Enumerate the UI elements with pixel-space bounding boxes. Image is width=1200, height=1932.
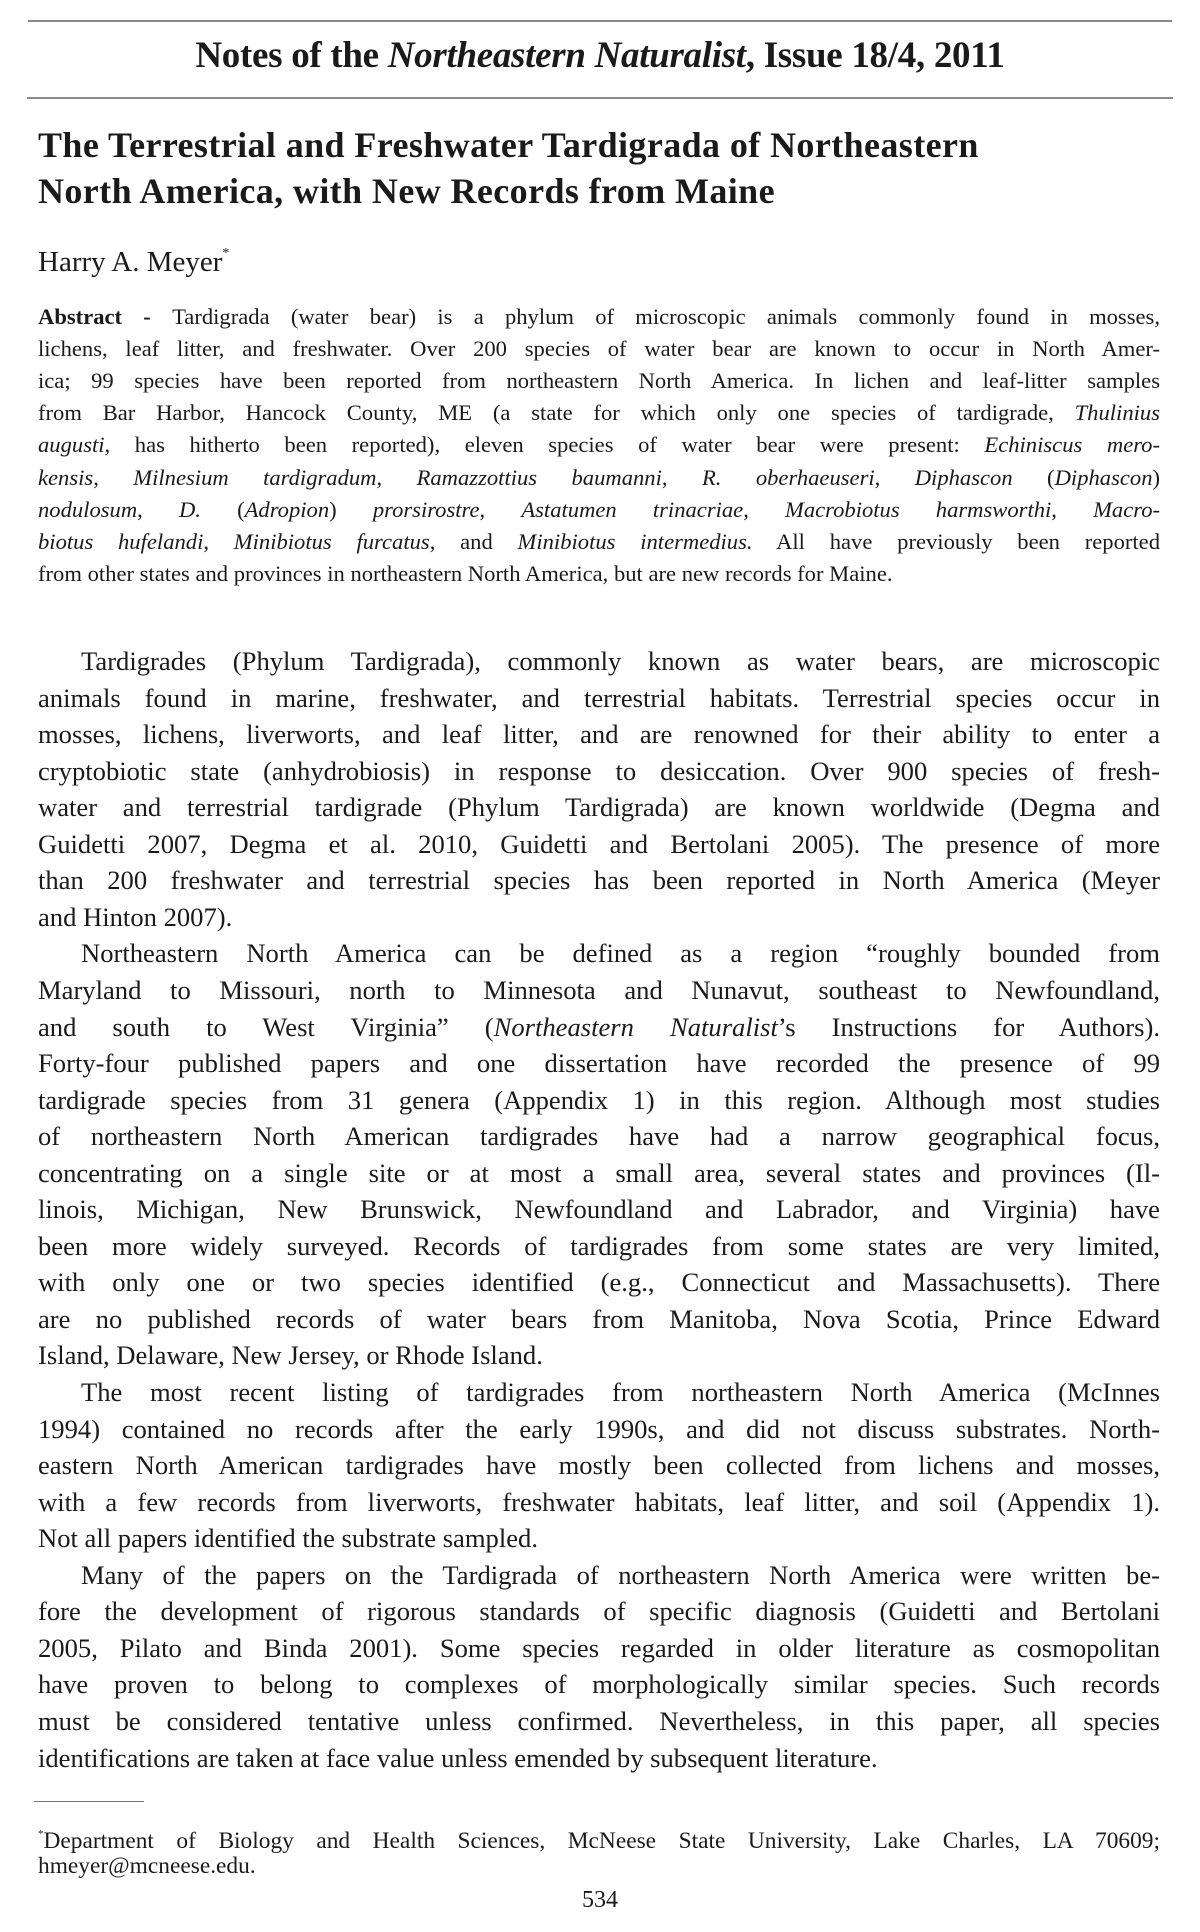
journal-issue: , Issue 18/4, 2011 [745,35,1005,76]
text-run: , [874,464,915,490]
body-line [38,680,1160,716]
text-run: Tardigrada (water bear) is a phylum of microscopic animals commonly found in mosses, [172,304,1160,329]
text-run: eastern North American tardigrades have mostly been collected from lichens and mosses, [38,1450,1160,1481]
taxon-name: prorsirostre [372,496,480,522]
abstract-line [38,430,1160,460]
text-run: , [93,464,134,490]
taxon-name: Macrobiotus harmsworthi [785,496,1052,522]
body-line [38,1264,1160,1300]
text-run: , has hitherto been reported), eleven species of water bear were present: [104,432,985,458]
body-line [38,1118,1160,1154]
body-line [38,1703,1160,1739]
text-run: with only one or two species identified (e.g., Connecticut and Massachusetts). There [38,1267,1160,1298]
body-line [81,935,1160,971]
abstract-line [38,302,1160,332]
taxon-name: Adropion [244,496,330,522]
text-run: of northeastern North American tardigrades have had a narrow geographical focus, [38,1121,1160,1152]
text-run: ’s Instructions for Authors). [777,1011,1160,1042]
footnote-affiliation: Department of Biology and Health Sciences, McNeese State University, Lake Charles, LA 70609; [43,1828,1160,1854]
text-run: have proven to belong to complexes of morphologically similar species. Such records [38,1669,1160,1700]
body-line [38,1082,1160,1118]
text-run: animals found in marine, freshwater, and terrestrial habitats. Terrestrial species occur in [38,682,1160,713]
text-run: from other states and provinces in northeastern North America, but are new records for Maine. [38,560,893,586]
text-run: Forty-four published papers and one dissertation have recorded the presence of 99 [38,1048,1160,1079]
body-line [38,716,1160,752]
body-line [81,1374,1160,1410]
footnote-affiliation-line [38,1818,1160,1854]
text-run: , [661,464,702,490]
text-run: fore the development of rigorous standards of specific diagnosis (Guidetti and Bertolani [38,1596,1160,1627]
body-line [38,1666,1160,1702]
text-run: ) [1152,464,1161,490]
journal-header-prefix: Notes of the [195,35,388,76]
text-run: identifications are taken at face value unless emended by subsequent literature. [38,1742,878,1773]
text-run: Maryland to Missouri, north to Minnesota and Nunavut, southeast to Newfoundland, [38,974,1160,1005]
abstract-line [38,334,1160,364]
taxon-name: Diphascon [914,464,1013,490]
body-line [38,899,1160,935]
text-run: The most recent listing of tardigrades from northeastern North America (McInnes [81,1377,1160,1407]
text-run: Guidetti 2007, Degma et al. 2010, Guidetti and Bertolani 2005). The presence of more [38,828,1160,859]
journal-name: Northeastern Naturalist [387,35,746,76]
taxon-name: Diphascon [1054,464,1153,490]
body-line [81,643,1160,679]
header-rule-top [28,20,1172,22]
body-line [38,1630,1160,1666]
text-run: , [743,496,786,522]
abstract-line [38,463,1160,493]
body-line [38,1484,1160,1520]
text-run: lichens, leaf litter, and freshwater. Over 200 species of water bear are known to occur in North Amer- [38,336,1160,362]
body-line [38,862,1160,898]
text-run: Island, Delaware, New Jersey, or Rhode Island. [38,1340,543,1371]
body-line [38,972,1160,1008]
text-run: than 200 freshwater and terrestrial species has been reported in North America (Meyer [38,865,1160,896]
text-run: 1994) contained no records after the early 1990s, and did not discuss substrates. North- [38,1413,1160,1444]
abstract-line [38,527,1160,557]
text-run: 2005, Pilato and Binda 2001). Some species regarded in older literature as cosmopolitan [38,1632,1160,1663]
abstract-line [38,398,1160,428]
footnote-marker: * [38,1828,44,1840]
taxon-name: biotus hufelandi [38,528,204,554]
text-run: All have previously been reported [752,528,1161,554]
body-line [38,1593,1160,1629]
text-run: , [203,528,234,554]
body-line [38,1228,1160,1264]
text-run: and Hinton 2007). [38,901,233,932]
body-line [38,1740,1160,1776]
body-line [38,1045,1160,1081]
abstract-line [38,366,1160,396]
text-run: from Bar Harbor, Hancock County, ME (a state for which only one species of tardigrade, [38,400,1075,426]
body-line [38,753,1160,789]
text-run: concentrating on a single site or at most a small area, several states and provinces (Il- [38,1157,1160,1188]
body-line [38,1411,1160,1447]
text-run: Many of the papers on the Tardigrada of northeastern North America were written be- [81,1559,1160,1590]
text-run: ( [1012,464,1055,490]
text-run: Not all papers identified the substrate sampled. [38,1523,538,1554]
text-run: water and terrestrial tardigrade (Phylum Tardigrada) are known worldwide (Degma and [38,792,1160,823]
author-name: Harry A. Meyer [38,246,223,278]
body-line [38,1301,1160,1337]
taxon-name: Minibiotus intermedius. [517,528,753,554]
text-run: , and [429,528,518,554]
abstract-line [38,495,1160,525]
text-run: cryptobiotic state (anhydrobiosis) in response to desiccation. Over 900 species of fresh- [38,755,1160,786]
footnote-email-line[interactable] [38,1850,1160,1882]
body-line [38,789,1160,825]
journal-header [0,33,1200,79]
taxon-name: augusti [38,432,105,458]
article-title-line: The Terrestrial and Freshwater Tardigrada of Northeastern [38,125,979,165]
body-line [38,1155,1160,1191]
taxon-name: Astatumen trinacriae [521,496,744,522]
author [38,236,229,280]
body-line [38,826,1160,862]
text-run: Tardigrades (Phylum Tardigrada), commonly known as water bears, are microscopic [81,646,1160,676]
author-email-link[interactable]: hmeyer@mcneese.edu. [38,1853,256,1879]
text-run: ( [200,496,245,522]
text-run: ) [329,496,373,522]
body-line [38,1191,1160,1227]
footnote-rule [34,1801,144,1802]
text-run: tardigrade species from 31 genera (Appendix 1) in this region. Although most studies [38,1084,1160,1115]
taxon-name: kensis [38,464,94,490]
text-run: , [1051,496,1094,522]
text-run: been more widely surveyed. Records of tardigrades from some states are very limited, [38,1230,1160,1261]
body-line [38,1009,1160,1045]
text-run: must be considered tentative unless confirmed. Nevertheless, in this paper, all species [38,1705,1160,1736]
header-rule-bottom [27,97,1173,99]
taxon-name: nodulosum [38,496,138,522]
text-run: mosses, lichens, liverworts, and leaf litter, and are renowned for their ability to enter a [38,719,1160,750]
body-line [38,1447,1160,1483]
author-footnote-marker: * [222,246,230,261]
text-run: with a few records from liverworts, freshwater habitats, leaf litter, and soil (Appendix 1). [38,1486,1160,1517]
body-line [81,1557,1160,1593]
page-number: 534 [582,1887,618,1913]
body-line [38,1337,1160,1373]
text-run: and south to West Virginia” ( [38,1011,494,1042]
text-run: , [376,464,417,490]
taxon-name: D. [178,496,201,522]
taxon-name: Northeastern Naturalist [493,1011,778,1042]
text-run: Northeastern North America can be defined as a region “roughly bounded from [81,938,1160,969]
taxon-name: Echiniscus mero- [984,432,1160,458]
taxon-name: Thulinius [1074,400,1160,426]
taxon-name: R. oberhaeuseri [701,464,875,490]
article-title-line: North America, with New Records from Maine [38,171,775,211]
text-run: ica; 99 species have been reported from northeastern North America. In lichen and leaf-litter samples [38,368,1160,394]
text-run: , [479,496,522,522]
taxon-name: Macro- [1093,496,1161,522]
body-line [38,1520,1160,1556]
taxon-name: Milnesium tardigradum [133,464,377,490]
text-run: are no published records of water bears from Manitoba, Nova Scotia, Prince Edward [38,1303,1160,1334]
article-title [38,122,1178,214]
abstract-label: Abstract - [38,304,173,329]
text-run: linois, Michigan, New Brunswick, Newfoundland and Labrador, and Virginia) have [38,1194,1160,1225]
text-run: , [137,496,179,522]
taxon-name: Ramazzottius baumanni [416,464,662,490]
taxon-name: Minibiotus furcatus [233,528,430,554]
abstract-line [38,559,1160,589]
